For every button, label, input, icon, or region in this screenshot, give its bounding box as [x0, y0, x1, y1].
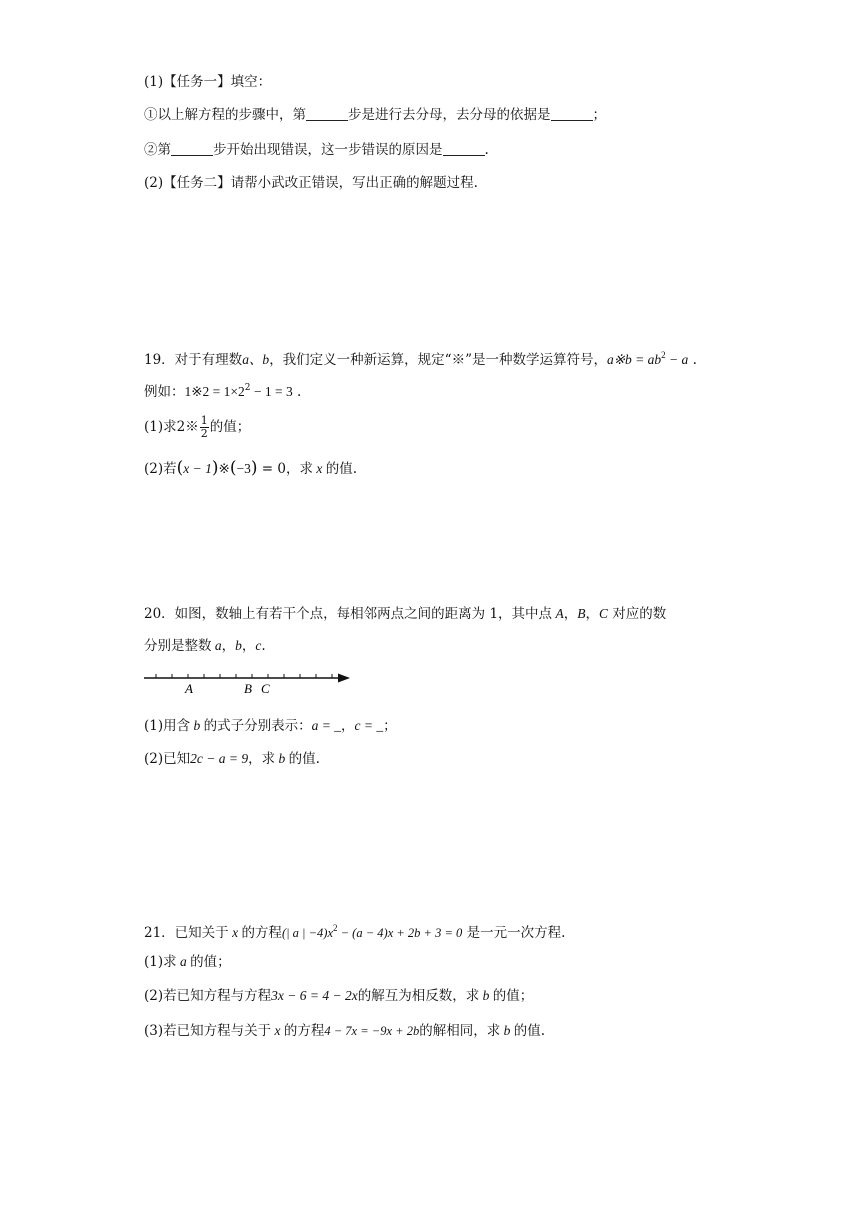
point-label-a: A: [185, 681, 193, 696]
q21-stem: 21．已知关于 x 的方程(| a | $-4)x^2 - (a - 4)x + 2b + 3 = 0$ 是一元一次方程.: [144, 923, 566, 941]
q21-equation: (| a | $-4)x^2 - (a - 4)x + 2b + 3 = 0$: [281, 923, 463, 940]
q20-stem-line-1: 20．如图，数轴上有若干个点，每相邻两点之间的距离为 1，其中点 A，B，C 对应的数: [144, 606, 667, 622]
q18-fill-line-2: ②第 步开始出现错误，这一步错误的原因是 .: [144, 142, 489, 158]
q20-part2: (2)已知2c − a = 9，求 b 的值.: [144, 751, 320, 767]
answer-blank[interactable]: [443, 142, 485, 156]
number-line-figure: [140, 668, 355, 700]
q19-example: 例如：1※2 = $1\times 2^2 - 1 = 3$ .: [144, 383, 302, 400]
point-label-c: C: [261, 681, 270, 696]
q19-definition: a※b = $ab^2 - a$: [607, 350, 689, 367]
q19-stem: 19．对于有理数a、b，我们定义一种新运算，规定“※”是一种数学运算符号，a※b = $ab^2 - a$ .: [144, 350, 697, 368]
q18-fill-line-1: ①以上解方程的步骤中，第 步是进行去分母，去分母的依据是 ；: [144, 107, 606, 123]
answer-blank[interactable]: [171, 142, 213, 156]
q18-task1-title: (1)【任务一】填空：: [144, 74, 272, 90]
q19-part1: (1)求2※ $\frac{1}{2}$ 的值；: [144, 414, 251, 440]
q18-task2: (2)【任务二】请帮小武改正错误，写出正确的解题过程.: [144, 175, 478, 191]
q21-part1: (1)求 a 的值；: [144, 954, 231, 970]
q21-part2: (2)若已知方程与方程3x − 6 = 4 − 2x的解互为相反数，求 b 的值；: [144, 988, 534, 1004]
answer-blank[interactable]: [551, 107, 593, 121]
fraction-one-half: $\frac{1}{2}$: [200, 414, 208, 440]
answer-blank[interactable]: [306, 107, 348, 121]
q21-part3: (3)若已知方程与关于 x 的方程4 − 7x = −9x + 2b的解相同，求 b 的值.: [144, 1023, 546, 1039]
point-label-b: B: [244, 681, 252, 696]
q19-part2: (2)若(x − 1)※(−3) = 0，求 x 的值.: [144, 458, 358, 478]
q20-stem-line-2: 分别是整数 a，b，c.: [144, 638, 266, 654]
axis-arrowhead-icon: [338, 674, 350, 683]
q20-part1: (1)用含 b 的式子分别表示：a = _，c = _；: [144, 718, 397, 734]
